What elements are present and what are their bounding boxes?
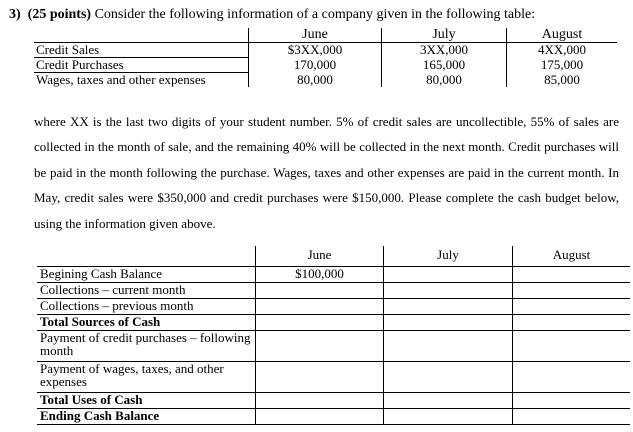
cell-july[interactable] — [384, 362, 513, 393]
table-row — [34, 43, 617, 58]
row-label: Begining Cash Balance — [37, 267, 256, 283]
instructions-paragraph: where XX is the last two digits of your student number. 5% of credit sales are uncollectible, 55% of sales are collected in the month of sale, and the remaining 40% will be collected in the next month. Credit purchases will be paid in the month following the purchase. Wages, taxes and other expenses are paid in the current month. In May, credit sales were $350,000 and credit purchases were $150,000. Please complete the cash budget below, using the information given above. — [34, 114, 619, 231]
table-row — [37, 315, 630, 331]
row-label: Total Uses of Cash — [37, 393, 256, 409]
cell-july[interactable] — [384, 331, 513, 362]
table-row — [37, 362, 630, 393]
row-label: Ending Cash Balance — [37, 409, 256, 425]
cell-august[interactable] — [513, 283, 631, 299]
cell-august[interactable] — [513, 362, 631, 393]
question-points: (25 points) — [27, 7, 92, 22]
row-label: Credit Sales — [34, 43, 249, 58]
info-col-august: August — [507, 28, 618, 43]
row-label: Wages, taxes and other expenses — [36, 72, 206, 87]
row-label: Payment of credit purchases – following month — [37, 331, 256, 362]
cell-july[interactable] — [384, 315, 513, 331]
question-number: 3) — [9, 7, 21, 22]
cell-july[interactable] — [384, 409, 513, 425]
info-table — [34, 28, 617, 87]
cell-value: $3XX,000 — [249, 43, 382, 58]
row-label: Total Sources of Cash — [37, 315, 256, 331]
table-row — [37, 409, 630, 425]
cell-value: 170,000 — [249, 58, 382, 73]
cell-august[interactable] — [513, 393, 631, 409]
cash-budget-table — [37, 246, 630, 425]
question-heading — [9, 7, 535, 23]
cell-june[interactable] — [256, 299, 384, 315]
cell-june[interactable] — [256, 409, 384, 425]
info-col-june: June — [249, 28, 382, 43]
row-label: Credit Purchases — [34, 58, 249, 73]
cell-value: 175,000 — [507, 58, 618, 73]
cell-value: 80,000 — [249, 73, 382, 88]
question-text: Consider the following information of a company given in the following table: — [94, 7, 536, 22]
cell-value: 165,000 — [382, 58, 507, 73]
table-row — [37, 267, 630, 283]
cell-june[interactable] — [256, 315, 384, 331]
cell-august[interactable] — [513, 299, 631, 315]
cell-july[interactable] — [384, 283, 513, 299]
info-table-header — [34, 28, 617, 43]
budget-col-june: June — [256, 246, 384, 267]
cell-value: 4XX,000 — [507, 43, 618, 58]
cell-august[interactable] — [513, 331, 631, 362]
cell-value: 80,000 — [382, 73, 507, 88]
table-row — [34, 58, 617, 73]
table-row — [37, 299, 630, 315]
row-label: Payment of wages, taxes, and other expenses — [37, 362, 256, 393]
cell-june[interactable] — [256, 393, 384, 409]
table-row — [37, 393, 630, 409]
budget-col-july: July — [384, 246, 513, 267]
table-row — [37, 331, 630, 362]
row-label: Collections – current month — [37, 283, 256, 299]
budget-header — [37, 246, 630, 267]
cell-july[interactable] — [384, 299, 513, 315]
cell-june[interactable] — [256, 331, 384, 362]
cell-july[interactable] — [384, 267, 513, 283]
row-label: Collections – previous month — [37, 299, 256, 315]
cell-june[interactable]: $100,000 — [256, 267, 384, 283]
table-row — [37, 283, 630, 299]
cell-august[interactable] — [513, 409, 631, 425]
cell-june[interactable] — [256, 283, 384, 299]
table-row — [34, 73, 617, 88]
info-col-july: July — [382, 28, 507, 43]
cell-august[interactable] — [513, 267, 631, 283]
cell-value: 3XX,000 — [382, 43, 507, 58]
cell-august[interactable] — [513, 315, 631, 331]
cell-july[interactable] — [384, 393, 513, 409]
cell-value: 85,000 — [507, 73, 618, 88]
budget-col-august: August — [552, 247, 591, 262]
cell-june[interactable] — [256, 362, 384, 393]
